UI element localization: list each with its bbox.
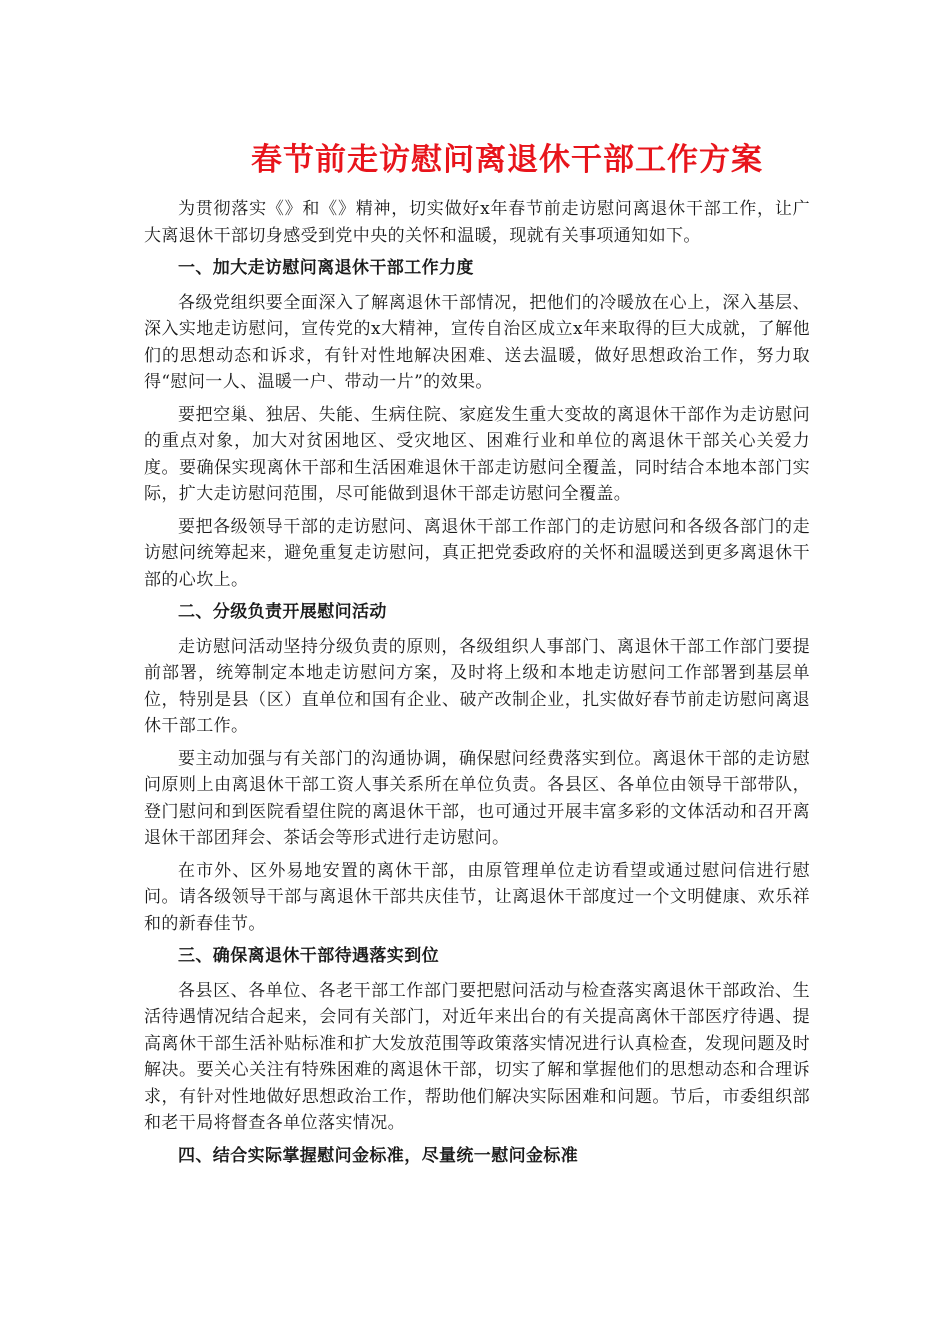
intro-paragraph: 为贯彻落实《》和《》精神，切实做好x年春节前走访慰问离退休干部工作，让广大离退休干部切身感受到党中央的关怀和温暖，现就有关事项通知如下。	[144, 199, 810, 246]
section-paragraph: 要主动加强与有关部门的沟通协调，确保慰问经费落实到位。离退休干部的走访慰问原则上由离退休干部工资人事关系所在单位负责。各县区、各单位由领导干部带队，登门慰问和到医院看望住院的离退休干部，也可通过开展丰富多彩的文体活动和召开离退休干部团拜会、茶话会等形式进行走访慰问。	[144, 748, 810, 848]
section-heading: 三、确保离退休干部待遇落实到位	[178, 946, 439, 966]
section-paragraph: 要把各级领导干部的走访慰问、离退休干部工作部门的走访慰问和各级各部门的走访慰问统筹起来，避免重复走访慰问，真正把党委政府的关怀和温暖送到更多离退休干部的心坎上。	[144, 516, 810, 590]
section-heading: 一、加大走访慰问离退休干部工作力度	[178, 258, 474, 278]
section-2	[144, 599, 810, 937]
section-paragraph: 各级党组织要全面深入了解离退休干部情况，把他们的冷暖放在心上，深入基层、深入实地走访慰问，宣传党的x大精神，宣传自治区成立x年来取得的巨大成就，了解他们的思想动态和诉求，有针对性地解决困难、送去温暖，做好思想政治工作，努力取得“慰问一人、温暖一户、带动一片”的效果。	[144, 292, 810, 392]
section-paragraph: 走访慰问活动坚持分级负责的原则，各级组织人事部门、离退休干部工作部门要提前部署，统筹制定本地走访慰问方案，及时将上级和本地走访慰问工作部署到基层单位，特别是县（区）直单位和国有企业、破产改制企业，扎实做好春节前走访慰问离退休干部工作。	[144, 636, 810, 736]
section-paragraph: 各县区、各单位、各老干部工作部门要把慰问活动与检查落实离退休干部政治、生活待遇情况结合起来，会同有关部门，对近年来出台的有关提高离休干部医疗待遇、提高离休干部生活补贴标准和扩大发放范围等政策落实情况进行认真检查，发现问题及时解决。要关心关注有特殊困难的离退休干部，切实了解和掌握他们的思想动态和合理诉求，有针对性地做好思想政治工作，帮助他们解决实际困难和问题。节后，市委组织部和老干局将督查各单位落实情况。	[144, 980, 810, 1133]
section-heading: 四、结合实际掌握慰问金标准，尽量统一慰问金标准	[178, 1145, 579, 1166]
section-4	[144, 1143, 810, 1170]
section-1	[144, 255, 810, 593]
section-heading: 二、分级负责开展慰问活动	[178, 602, 387, 622]
document-body	[144, 138, 810, 1177]
section-3	[144, 943, 810, 1137]
section-paragraph: 要把空巢、独居、失能、生病住院、家庭发生重大变故的离退休干部作为走访慰问的重点对象，加大对贫困地区、受灾地区、困难行业和单位的离退休干部关心关爱力度。要确保实现离休干部和生活困难退休干部走访慰问全覆盖，同时结合本地本部门实际，扩大走访慰问范围，尽可能做到退休干部走访慰问全覆盖。	[144, 404, 810, 504]
section-paragraph: 在市外、区外易地安置的离休干部，由原管理单位走访看望或通过慰问信进行慰问。请各级领导干部与离退休干部共庆佳节，让离退休干部度过一个文明健康、欢乐祥和的新春佳节。	[144, 860, 810, 934]
document-title: 春节前走访慰问离退休干部工作方案	[251, 142, 763, 178]
